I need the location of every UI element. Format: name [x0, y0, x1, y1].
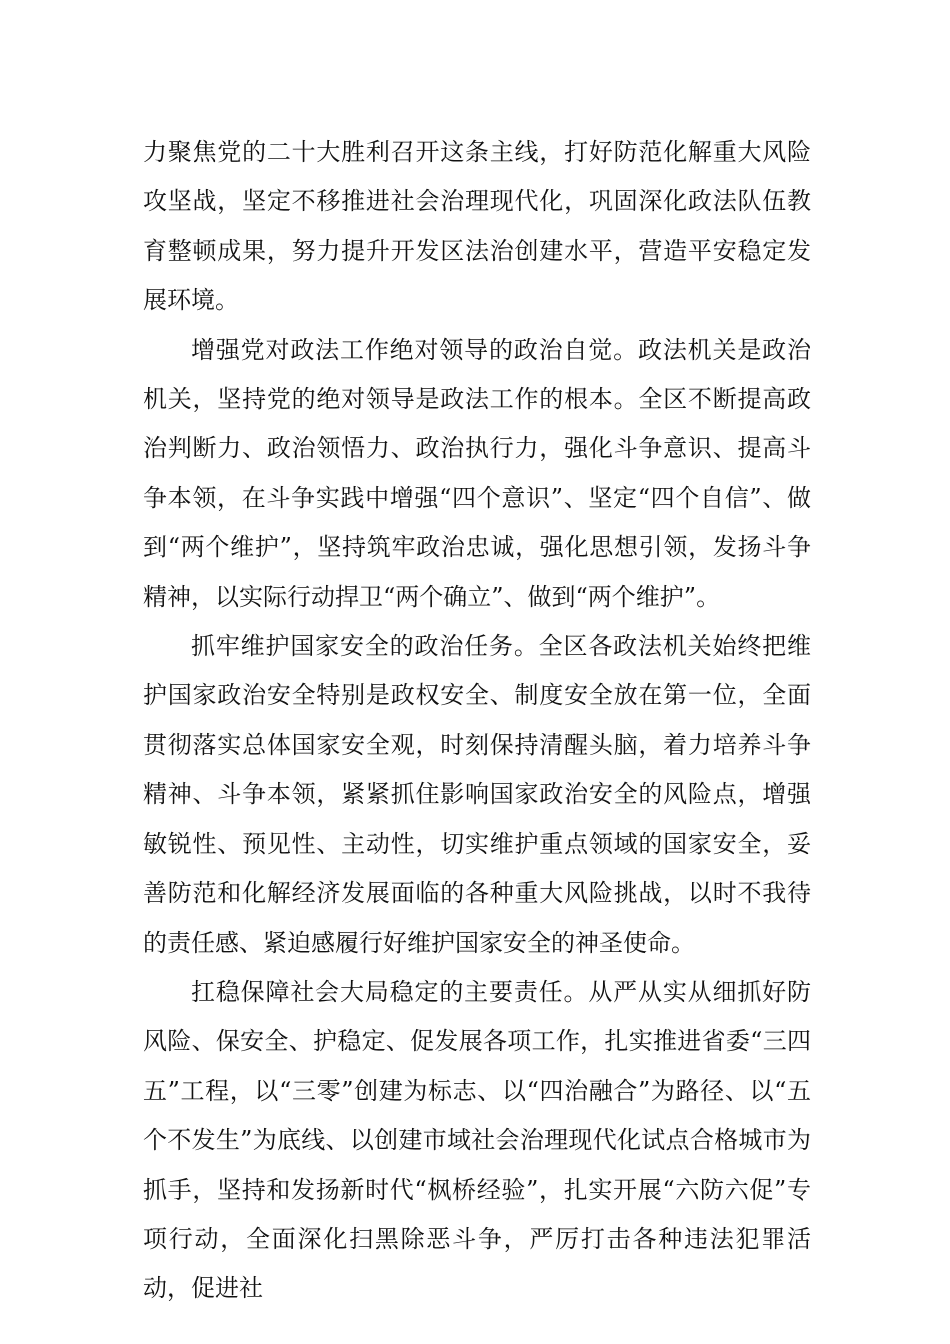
paragraph-social-stability: 扛稳保障社会大局稳定的主要责任。从严从实从细抓好防风险、保安全、护稳定、促发展各项工作，扎实推进省委“三四五”工程，以“三零”创建为标志、以“四治融合”为路径、以“五个不发生”为底线、以创建市域社会治理现代化试点合格城市为抓手，坚持和发扬新时代“枫桥经验”，扎实开展“六防六促”专项行动，全面深化扫黑除恶斗争，严厉打击各种违法犯罪活动，促进社: [143, 977, 811, 1303]
paragraph-national-security: 抓牢维护国家安全的政治任务。全区各政法机关始终把维护国家政治安全特别是政权安全、制度安全放在第一位，全面贯彻落实总体国家安全观，时刻保持清醒头脑，着力培养斗争精神、斗争本领，紧紧抓住影响国家政治安全的风险点，增强敏锐性、预见性、主动性，切实维护重点领域的国家安全，妥善防范和化解经济发展面临的各种重大风险挑战，以时不我待的责任感、紧迫感履行好维护国家安全的神圣使命。: [143, 632, 811, 957]
document-body: [143, 128, 811, 1314]
paragraph-continuation: 力聚焦党的二十大胜利召开这条主线，打好防范化解重大风险攻坚战，坚定不移推进社会治理现代化，巩固深化政法队伍教育整顿成果，努力提升开发区法治创建水平，营造平安稳定发展环境。: [143, 138, 811, 315]
paragraph-political-leadership: 增强党对政法工作绝对领导的政治自觉。政法机关是政治机关，坚持党的绝对领导是政法工作的根本。全区不断提高政治判断力、政治领悟力、政治执行力，强化斗争意识、提高斗争本领，在斗争实践中增强“四个意识”、坚定“四个自信”、做到“两个维护”，坚持筑牢政治忠诚，强化思想引领，发扬斗争精神，以实际行动捍卫“两个确立”、做到“两个维护”。: [143, 335, 811, 611]
